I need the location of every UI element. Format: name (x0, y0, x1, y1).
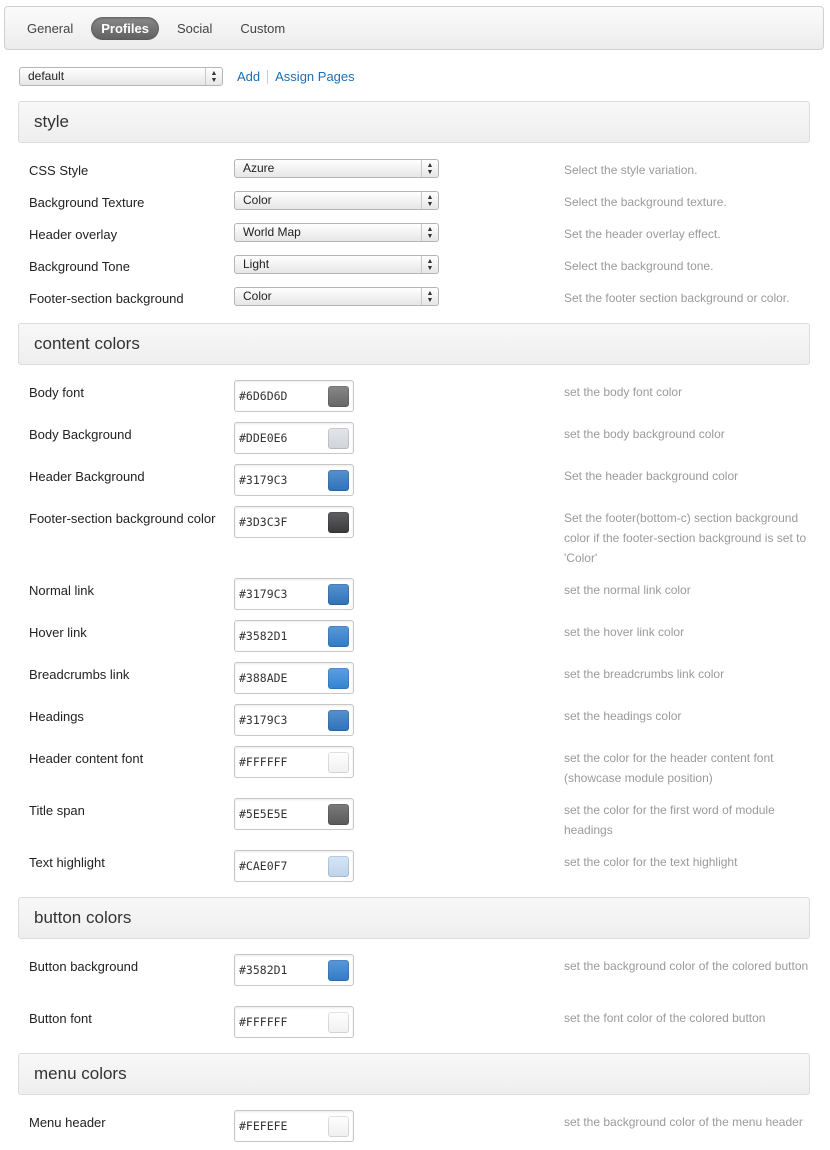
color-swatch[interactable] (328, 804, 349, 825)
assign-pages-link[interactable]: Assign Pages (275, 69, 355, 84)
menu-header-color-field[interactable] (234, 1110, 354, 1142)
label-hover-link: Hover link (29, 625, 87, 640)
tab-custom[interactable]: Custom (240, 20, 286, 36)
footer-section-background-select[interactable] (234, 287, 439, 306)
help-background-texture: Select the background texture. (564, 195, 727, 209)
label-body-background: Body Background (29, 427, 132, 442)
help-header-background: Set the header background color (564, 469, 739, 483)
label-header-overlay: Header overlay (29, 227, 118, 242)
title-span-color-field[interactable] (234, 798, 354, 830)
help-body-background: set the body background color (564, 427, 725, 441)
tab-profiles[interactable]: Profiles (91, 17, 159, 40)
help-hover-link: set the hover link color (564, 625, 685, 639)
color-swatch[interactable] (328, 512, 349, 533)
section-header-button-colors: button colors (18, 897, 810, 939)
footer-section-background-color-field[interactable] (234, 506, 354, 538)
select-arrows-icon: ▲ ▼ (205, 68, 222, 85)
label-footer-section-background-color: Footer-section background color (29, 511, 216, 526)
help-button-font: set the font color of the colored button (564, 1011, 766, 1025)
tab-bar (4, 6, 824, 50)
background-tone-value: Light (243, 257, 270, 271)
select-arrows-icon: ▲ ▼ (421, 288, 438, 305)
color-hex-value: #DDE0E6 (239, 431, 288, 445)
select-arrows-icon: ▲ ▼ (421, 192, 438, 209)
color-swatch[interactable] (328, 960, 349, 981)
color-hex-value: #3582D1 (239, 963, 288, 977)
help-header-overlay: Set the header overlay effect. (564, 227, 721, 241)
label-menu-header: Menu header (29, 1115, 106, 1130)
color-swatch[interactable] (328, 1116, 349, 1137)
color-hex-value: #3179C3 (239, 587, 288, 601)
color-hex-value: #6D6D6D (239, 389, 288, 403)
section-header-style: style (18, 101, 810, 143)
help-title-span: set the color for the first word of module headings (564, 803, 775, 837)
label-background-tone: Background Tone (29, 259, 130, 274)
help-button-background: set the background color of the colored button (564, 959, 809, 973)
header-background-color-field[interactable] (234, 464, 354, 496)
color-swatch[interactable] (328, 856, 349, 877)
button-font-color-field[interactable] (234, 1006, 354, 1038)
label-breadcrumbs-link: Breadcrumbs link (29, 667, 130, 682)
css-style-value: Azure (243, 161, 275, 175)
help-body-font: set the body font color (564, 385, 683, 399)
hover-link-color-field[interactable] (234, 620, 354, 652)
profile-select[interactable] (19, 67, 223, 86)
color-swatch[interactable] (328, 1012, 349, 1033)
body-background-color-field[interactable] (234, 422, 354, 454)
header-overlay-value: World Map (243, 225, 301, 239)
label-button-background: Button background (29, 959, 139, 974)
body-font-color-field[interactable] (234, 380, 354, 412)
label-footer-section-background: Footer-section background (29, 291, 184, 306)
help-css-style: Select the style variation. (564, 163, 698, 177)
normal-link-color-field[interactable] (234, 578, 354, 610)
color-hex-value: #388ADE (239, 671, 288, 685)
color-hex-value: #5E5E5E (239, 807, 288, 821)
header-content-font-color-field[interactable] (234, 746, 354, 778)
help-header-content-font: set the color for the header content font (showcase module position) (564, 751, 774, 785)
color-swatch[interactable] (328, 752, 349, 773)
help-footer-section-background: Set the footer section background or color. (564, 291, 790, 305)
headings-color-field[interactable] (234, 704, 354, 736)
color-hex-value: #FFFFFF (239, 755, 288, 769)
profile-select-value: default (28, 69, 65, 83)
label-button-font: Button font (29, 1011, 92, 1026)
color-hex-value: #3179C3 (239, 713, 288, 727)
link-divider (267, 70, 268, 84)
select-arrows-icon: ▲ ▼ (421, 160, 438, 177)
help-footer-section-background-color: Set the footer(bottom-c) section background color if the footer-section background is set to 'Color' (564, 511, 807, 565)
section-header-content-colors: content colors (18, 323, 810, 365)
label-title-span: Title span (29, 803, 85, 818)
help-normal-link: set the normal link color (564, 583, 691, 597)
button-background-color-field[interactable] (234, 954, 354, 986)
background-texture-value: Color (243, 193, 272, 207)
label-body-font: Body font (29, 385, 84, 400)
label-header-background: Header Background (29, 469, 145, 484)
color-swatch[interactable] (328, 584, 349, 605)
help-headings: set the headings color (564, 709, 682, 723)
tab-social[interactable]: Social (176, 20, 213, 36)
section-header-menu-colors: menu colors (18, 1053, 810, 1095)
color-hex-value: #FEFEFE (239, 1119, 288, 1133)
label-header-content-font: Header content font (29, 751, 144, 766)
header-overlay-select[interactable] (234, 223, 439, 242)
profile-toolbar (19, 67, 355, 86)
breadcrumbs-link-color-field[interactable] (234, 662, 354, 694)
label-headings: Headings (29, 709, 84, 724)
help-text-highlight: set the color for the text highlight (564, 855, 738, 869)
help-breadcrumbs-link: set the breadcrumbs link color (564, 667, 725, 681)
color-hex-value: #3582D1 (239, 629, 288, 643)
label-background-texture: Background Texture (29, 195, 145, 210)
color-swatch[interactable] (328, 710, 349, 731)
color-swatch[interactable] (328, 386, 349, 407)
select-arrows-icon: ▲ ▼ (421, 224, 438, 241)
help-menu-header: set the background color of the menu header (564, 1115, 803, 1129)
footer-section-background-value: Color (243, 289, 272, 303)
background-tone-select[interactable] (234, 255, 439, 274)
select-arrows-icon: ▲ ▼ (421, 256, 438, 273)
color-swatch[interactable] (328, 626, 349, 647)
tab-general[interactable]: General (27, 20, 74, 36)
text-highlight-color-field[interactable] (234, 850, 354, 882)
css-style-select[interactable] (234, 159, 439, 178)
background-texture-select[interactable] (234, 191, 439, 210)
add-profile-link[interactable]: Add (237, 69, 261, 84)
color-hex-value: #FFFFFF (239, 1015, 288, 1029)
color-hex-value: #CAE0F7 (239, 859, 288, 873)
help-background-tone: Select the background tone. (564, 259, 714, 273)
color-swatch[interactable] (328, 470, 349, 491)
label-css-style: CSS Style (29, 163, 89, 178)
label-normal-link: Normal link (29, 583, 95, 598)
color-swatch[interactable] (328, 668, 349, 689)
label-text-highlight: Text highlight (29, 855, 105, 870)
color-hex-value: #3179C3 (239, 473, 288, 487)
color-swatch[interactable] (328, 428, 349, 449)
color-hex-value: #3D3C3F (239, 515, 288, 529)
